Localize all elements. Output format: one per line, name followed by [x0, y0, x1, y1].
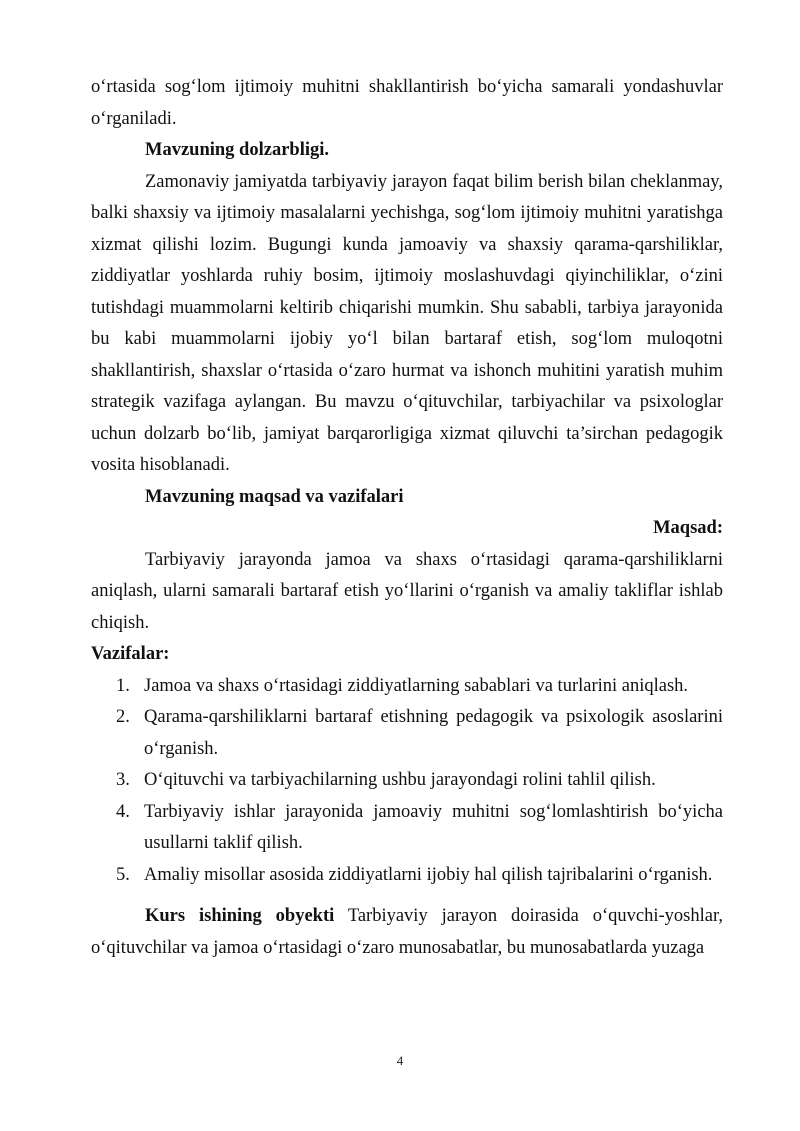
- list-item: [91, 671, 723, 703]
- tasks-label: Vazifalar:: [91, 644, 170, 664]
- list-item-number: 3.: [116, 770, 130, 790]
- list-item-number: 1.: [116, 675, 130, 696]
- list-item-text: Amaliy misollar asosida ziddiyatlarni ijobiy hal qilish tajribalarini o‘rganish.: [144, 864, 713, 885]
- page-number: 4: [396, 1053, 404, 1068]
- list-item-number: 5.: [116, 864, 130, 885]
- page-content: [91, 72, 723, 964]
- list-item: [91, 702, 723, 765]
- intro-continuation: o‘rtasida sog‘lom ijtimoiy muhitni shakllantirish bo‘yicha samarali yondashuvlar o‘rganiladi.: [91, 77, 723, 129]
- list-item: [91, 860, 723, 892]
- list-item-text: Tarbiyaviy ishlar jarayonida jamoaviy muhitni sog‘lomlashtirish bo‘yicha usullarni taklif qilish.: [144, 801, 723, 853]
- relevance-heading: Mavzuning dolzarbligi.: [145, 140, 329, 160]
- goal-paragraph: Tarbiyaviy jarayonda jamoa va shaxs o‘rtasidagi qarama-qarshiliklarni aniqlash, ularni samarali bartaraf etish yo‘llarini o‘rganish va amaliy takliflar ishlab chiqish.: [91, 549, 723, 633]
- list-item-text: Jamoa va shaxs o‘rtasidagi ziddiyatlarning sabablari va turlarini aniqlash.: [144, 675, 689, 696]
- spacer: [91, 891, 723, 901]
- tasks-list: [91, 671, 723, 892]
- list-item: [91, 797, 723, 860]
- object-label: Kurs ishining obyekti: [145, 906, 335, 926]
- list-item-text: Qarama-qarshiliklarni bartaraf etishning pedagogik va psixologik asoslarini o‘rganish.: [144, 707, 723, 759]
- object-paragraph: [91, 901, 723, 964]
- list-item: [91, 765, 723, 797]
- relevance-paragraph: Zamonaviy jamiyatda tarbiyaviy jarayon faqat bilim berish bilan cheklanmay, balki shaxsiy va ijtimoiy masalalarni yechishga, sog‘lom ijtimoiy muhitni yaratishga xizmat qilishi lozim. Bugungi kunda jamoaviy va shaxsiy qarama-qarshiliklar, ziddiyatlar yoshlarda ruhiy bosim, ijtimoiy moslashuvdagi qiyinchiliklar, o‘zini tutishdagi muammolarni keltirib chiqarishi mumkin. Shu sababli, tarbiya jarayonida bu kabi muammolarni ijobiy yo‘l bilan bartaraf etish, sog‘lom muloqotni shakllantirish, shaxslar o‘rtasida o‘zaro hurmat va ishonch muhitini yaratish muhim strategik vazifaga aylangan. Bu mavzu o‘qituvchilar, tarbiyachilar va psixologlar uchun dolzarb bo‘lib, jamiyat barqarorligiga xizmat qiluvchi ta’sirchan pedagogik vosita hisoblanadi.: [91, 171, 723, 475]
- goal-label: Maqsad:: [653, 518, 723, 538]
- goals-heading: Mavzuning maqsad va vazifalari: [145, 486, 404, 507]
- list-item-number: 2.: [116, 707, 130, 727]
- object-text: Tarbiyaviy jarayon doirasida o‘quvchi-yoshlar, o‘qituvchilar va jamoa o‘rtasidagi o‘zaro munosabatlar, bu munosabatlarda yuzaga: [91, 906, 723, 958]
- list-item-text: O‘qituvchi va tarbiyachilarning ushbu jarayondagi rolini tahlil qilish.: [144, 770, 656, 790]
- list-item-number: 4.: [116, 801, 130, 822]
